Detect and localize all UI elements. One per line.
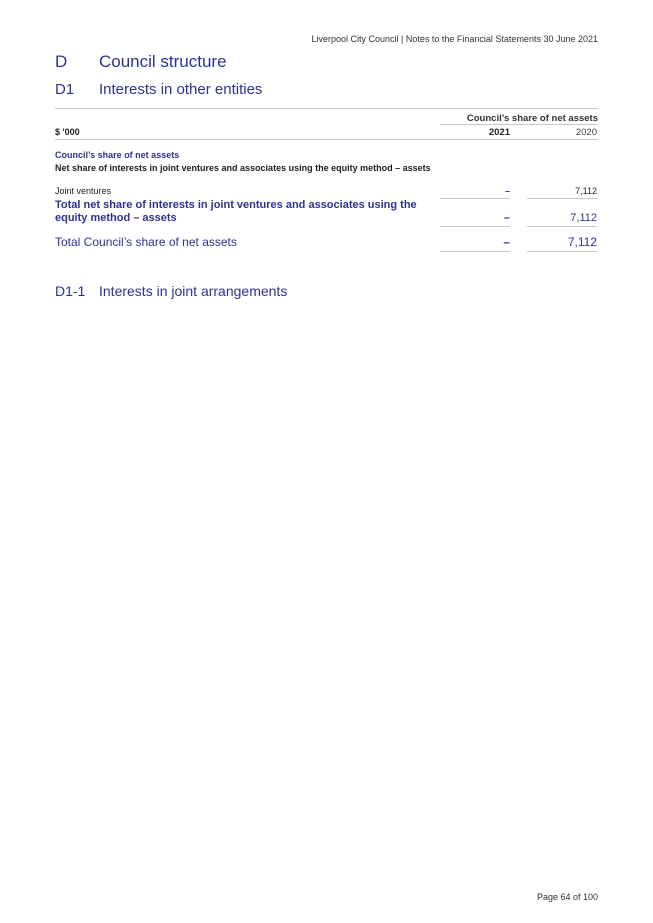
year-2020-header: 2020 xyxy=(575,127,597,138)
running-header: Liverpool City Council | Notes to the Financial Statements 30 June 2021 xyxy=(311,34,598,44)
cell-underline-2020 xyxy=(527,198,597,199)
table-top-rule xyxy=(55,108,598,109)
total-2021: – xyxy=(503,212,510,224)
total-label: Total net share of interests in joint ventures and associates using the equity method – assets xyxy=(55,199,417,224)
section-number: D1 xyxy=(55,81,75,98)
row-label-joint-ventures: Joint ventures xyxy=(55,186,112,196)
section-heading-d1-1 xyxy=(55,283,287,299)
section-heading-d1 xyxy=(55,81,262,98)
column-group-rule xyxy=(440,124,598,125)
section-title: Interests in joint arrangements xyxy=(99,283,288,299)
nested-heading: Net share of interests in joint ventures and associates using the equity method – assets xyxy=(55,163,431,173)
cell-2021: – xyxy=(504,186,510,196)
grand-total-underline-2020 xyxy=(527,251,597,252)
total-underline-2021 xyxy=(440,226,510,227)
section-number: D1-1 xyxy=(55,283,86,299)
section-heading-d xyxy=(55,52,227,72)
cell-2020: 7,112 xyxy=(575,186,597,196)
total-underline-2020 xyxy=(527,226,597,227)
table-subheading: Council’s share of net assets xyxy=(55,150,180,160)
section-title: Interests in other entities xyxy=(99,81,263,98)
section-number: D xyxy=(55,52,68,71)
section-title: Council structure xyxy=(99,52,227,71)
grand-total-underline-2021 xyxy=(440,251,510,252)
unit-label: $ '000 xyxy=(55,127,80,137)
grand-total-2020: 7,112 xyxy=(567,235,597,249)
grand-total-label: Total Council’s share of net assets xyxy=(55,235,237,249)
column-group-header: Council’s share of net assets xyxy=(466,113,598,124)
year-2021-header: 2021 xyxy=(488,127,510,138)
cell-underline-2021 xyxy=(440,198,510,199)
total-2020: 7,112 xyxy=(570,212,597,224)
grand-total-2021: – xyxy=(503,235,510,249)
page-number: Page 64 of 100 xyxy=(536,892,598,902)
header-bottom-rule xyxy=(55,139,598,140)
